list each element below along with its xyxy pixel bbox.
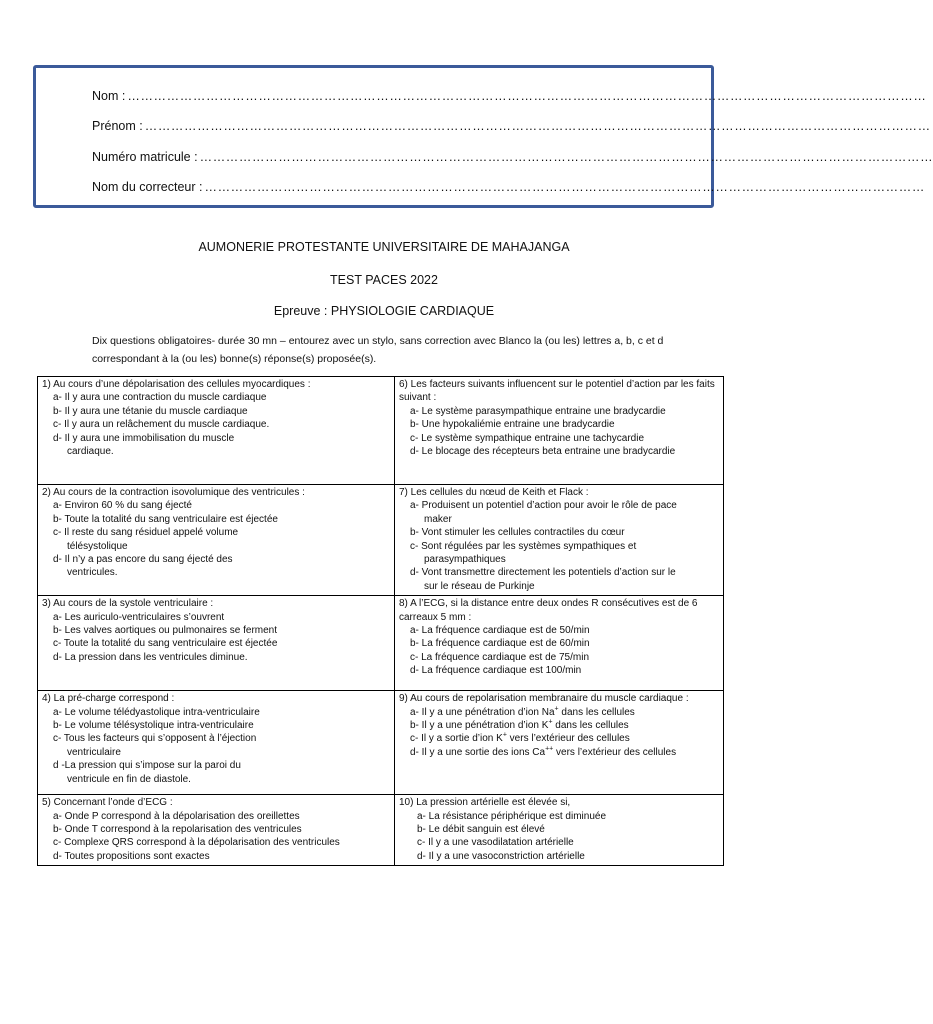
q9-option-a-post: dans les cellules	[558, 706, 635, 718]
q7-option-c[interactable]	[399, 540, 720, 567]
question-6-title: 6) Les facteurs suivants influencent sur le potentiel d’action par les faits suivant :	[399, 379, 715, 404]
q7-option-a-cont: maker	[424, 513, 452, 525]
q4-option-c-cont: ventriculaire	[67, 746, 121, 758]
q8-option-a[interactable]: a- La fréquence cardiaque est de 50/min	[410, 625, 590, 637]
question-2	[38, 485, 395, 596]
q6-option-d[interactable]: d- Le blocage des récepteurs beta entraine une bradycardie	[410, 446, 676, 458]
q9-option-b-sup: +	[548, 718, 553, 726]
q2-option-c-cont: télésystolique	[67, 540, 128, 552]
q7-option-d-text: d- Vont transmettre directement les potentiels d’action sur le	[410, 567, 676, 579]
question-7-title: 7) Les cellules du nœud de Keith et Flack :	[399, 487, 589, 498]
q2-option-a[interactable]: a- Environ 60 % du sang éjecté	[53, 500, 192, 512]
question-3-title: 3) Au cours de la systole ventriculaire :	[42, 598, 214, 610]
q2-option-c[interactable]	[42, 526, 391, 553]
institution-title: AUMONERIE PROTESTANTE UNIVERSITAIRE DE MAHAJANGA	[198, 240, 570, 254]
questions-table	[37, 376, 724, 866]
q4-option-b[interactable]: b- Le volume télésystolique intra-ventriculaire	[53, 720, 254, 732]
q9-option-b[interactable]	[399, 719, 720, 732]
q6-option-a[interactable]: a- Le système parasympathique entraine une bradycardie	[410, 405, 666, 417]
q3-option-b[interactable]: b- Les valves aortiques ou pulmonaires se ferment	[53, 625, 278, 637]
q7-option-b[interactable]: b- Vont stimuler les cellules contractiles du cœur	[410, 527, 625, 539]
question-3	[38, 596, 395, 691]
q9-option-d-pre: d- Il y a une sortie des ions Ca	[410, 746, 546, 758]
q9-option-d-post: vers l’extérieur des cellules	[553, 746, 677, 758]
question-8-title: 8) A l’ECG, si la distance entre deux ondes R consécutives est de 6 carreaux 5 mm :	[399, 598, 698, 623]
q9-option-c-sup: +	[502, 732, 507, 740]
question-5-title: 5) Concernant l’onde d’ECG :	[42, 797, 173, 809]
q5-option-c[interactable]: c- Complexe QRS correspond à la dépolarisation des ventricules	[53, 837, 340, 849]
correcteur-field[interactable]	[92, 180, 925, 194]
q1-option-d[interactable]	[42, 432, 391, 459]
q3-option-a[interactable]: a- Les auriculo-ventriculaires s’ouvrent	[53, 611, 225, 623]
q9-option-c-post: vers l’extérieur des cellules	[506, 733, 630, 745]
q4-option-d-cont: ventricule en fin de diastole.	[67, 773, 191, 785]
q2-option-c-text: c- Il reste du sang résiduel appelé volume	[53, 527, 239, 539]
q2-option-b[interactable]: b- Toute la totalité du sang ventriculaire est éjectée	[53, 513, 278, 525]
q10-option-d[interactable]: d- Il y a une vasoconstriction artérielle	[417, 850, 585, 862]
q8-option-d[interactable]: d- La fréquence cardiaque est 100/min	[410, 665, 582, 677]
question-4	[38, 691, 395, 795]
q5-option-d[interactable]: d- Toutes propositions sont exactes	[53, 850, 210, 862]
q9-option-c[interactable]	[399, 732, 720, 745]
nom-field[interactable]	[92, 89, 927, 103]
question-1	[38, 377, 395, 485]
q9-option-a[interactable]	[399, 706, 720, 719]
q10-option-a[interactable]: a- La résistance périphérique est diminuée	[417, 810, 606, 822]
question-8	[395, 596, 724, 691]
q3-option-d[interactable]: d- La pression dans les ventricules diminue.	[53, 651, 248, 663]
prenom-field[interactable]	[92, 119, 931, 133]
question-10	[395, 795, 724, 866]
q7-option-a-text: a- Produisent un potentiel d’action pour avoir le rôle de pace	[410, 500, 677, 512]
q9-option-b-post: dans les cellules	[552, 720, 629, 732]
q1-option-d-cont: cardiaque.	[67, 446, 114, 458]
q4-option-a[interactable]: a- Le volume télédyastolique intra-ventriculaire	[53, 706, 260, 718]
q9-option-a-sup: +	[554, 705, 559, 713]
q2-option-d[interactable]	[42, 553, 391, 580]
correcteur-dots: …………………………………………………………………………………………………………………………………………………	[204, 180, 925, 194]
q9-option-d[interactable]	[399, 746, 720, 759]
q1-option-a[interactable]: a- Il y aura une contraction du muscle cardiaque	[53, 392, 267, 404]
epreuve-title: Epreuve : PHYSIOLOGIE CARDIAQUE	[273, 304, 495, 318]
q5-option-b[interactable]: b- Onde T correspond à la repolarisation des ventricules	[53, 824, 302, 836]
prenom-label: Prénom :	[92, 119, 143, 133]
matricule-field[interactable]	[92, 150, 933, 164]
q2-option-d-cont: ventricules.	[67, 567, 118, 579]
matricule-dots: ……………………………………………………………………………………………………………………………………………………	[199, 150, 933, 164]
q7-option-a[interactable]	[399, 499, 720, 526]
q4-option-d[interactable]	[42, 759, 391, 786]
q2-option-d-text: d- Il n’y a pas encore du sang éjecté des	[53, 554, 233, 566]
q9-option-d-sup: ++	[545, 745, 554, 753]
q4-option-d-text: d -La pression qui s’impose sur la paroi du	[53, 760, 241, 772]
student-info-box	[33, 65, 933, 208]
question-10-title: 10) La pression artérielle est élevée si,	[399, 797, 571, 809]
q3-option-c[interactable]: c- Toute la totalité du sang ventriculaire est éjectée	[53, 638, 278, 650]
q7-option-d-cont: sur le réseau de Purkinje	[424, 580, 535, 592]
matricule-label: Numéro matricule :	[92, 150, 198, 164]
prenom-dots: ………………………………………………………………………………………………………………………………………………………………	[144, 119, 931, 133]
q8-option-b[interactable]: b- La fréquence cardiaque est de 60/min	[410, 638, 590, 650]
q5-option-a[interactable]: a- Onde P correspond à la dépolarisation des oreillettes	[53, 810, 300, 822]
question-4-title: 4) La pré-charge correspond :	[42, 693, 175, 705]
q9-option-a-pre: a- Il y a une pénétration d’ion Na	[410, 706, 555, 718]
correcteur-label: Nom du correcteur :	[92, 180, 203, 194]
q7-option-d[interactable]	[399, 566, 720, 593]
q9-option-c-pre: c- Il y a sortie d’ion K	[410, 733, 503, 745]
question-5	[38, 795, 395, 866]
nom-dots: …………………………………………………………………………………………………………………………………………………………………	[127, 89, 927, 103]
q8-option-c[interactable]: c- La fréquence cardiaque est de 75/min	[410, 651, 589, 663]
nom-label: Nom :	[92, 89, 126, 103]
q9-option-b-pre: b- Il y a une pénétration d’ion K	[410, 720, 549, 732]
q1-option-b[interactable]: b- Il y aura une tétanie du muscle cardiaque	[53, 405, 248, 417]
question-6	[395, 377, 724, 485]
question-7	[395, 485, 724, 596]
q10-option-c[interactable]: c- Il y a une vasodilatation artérielle	[417, 837, 574, 849]
question-1-title: 1) Au cours d’une dépolarisation des cellules myocardiques :	[42, 379, 311, 390]
q7-option-c-cont: parasympathiques	[424, 554, 506, 566]
q6-option-c[interactable]: c- Le système sympathique entraine une tachycardie	[410, 432, 645, 444]
question-9	[395, 691, 724, 795]
q4-option-c-text: c- Tous les facteurs qui s’opposent à l’éjection	[53, 733, 257, 745]
question-9-title: 9) Au cours de repolarisation membranaire du muscle cardiaque :	[399, 693, 689, 705]
test-title: TEST PACES 2022	[330, 273, 438, 287]
q4-option-c[interactable]	[42, 732, 391, 759]
q6-option-b[interactable]: b- Une hypokaliémie entraine une bradycardie	[410, 419, 615, 431]
q1-option-d-text: d- Il y aura une immobilisation du muscle	[53, 432, 235, 444]
instructions: Dix questions obligatoires- durée 30 mn – entourez avec un stylo, sans correction avec Blanco la (ou les) lettres a, b, c et d correspondant à la (ou les) bonne(s) réponse(s) proposée(s).	[92, 335, 664, 365]
question-2-title: 2) Au cours de la contraction isovolumique des ventricules :	[42, 487, 305, 498]
q7-option-c-text: c- Sont régulées par les systèmes sympathiques et	[410, 540, 637, 552]
q1-option-c[interactable]: c- Il y aura un relâchement du muscle cardiaque.	[53, 419, 270, 431]
q10-option-b[interactable]: b- Le débit sanguin est élevé	[417, 824, 545, 836]
